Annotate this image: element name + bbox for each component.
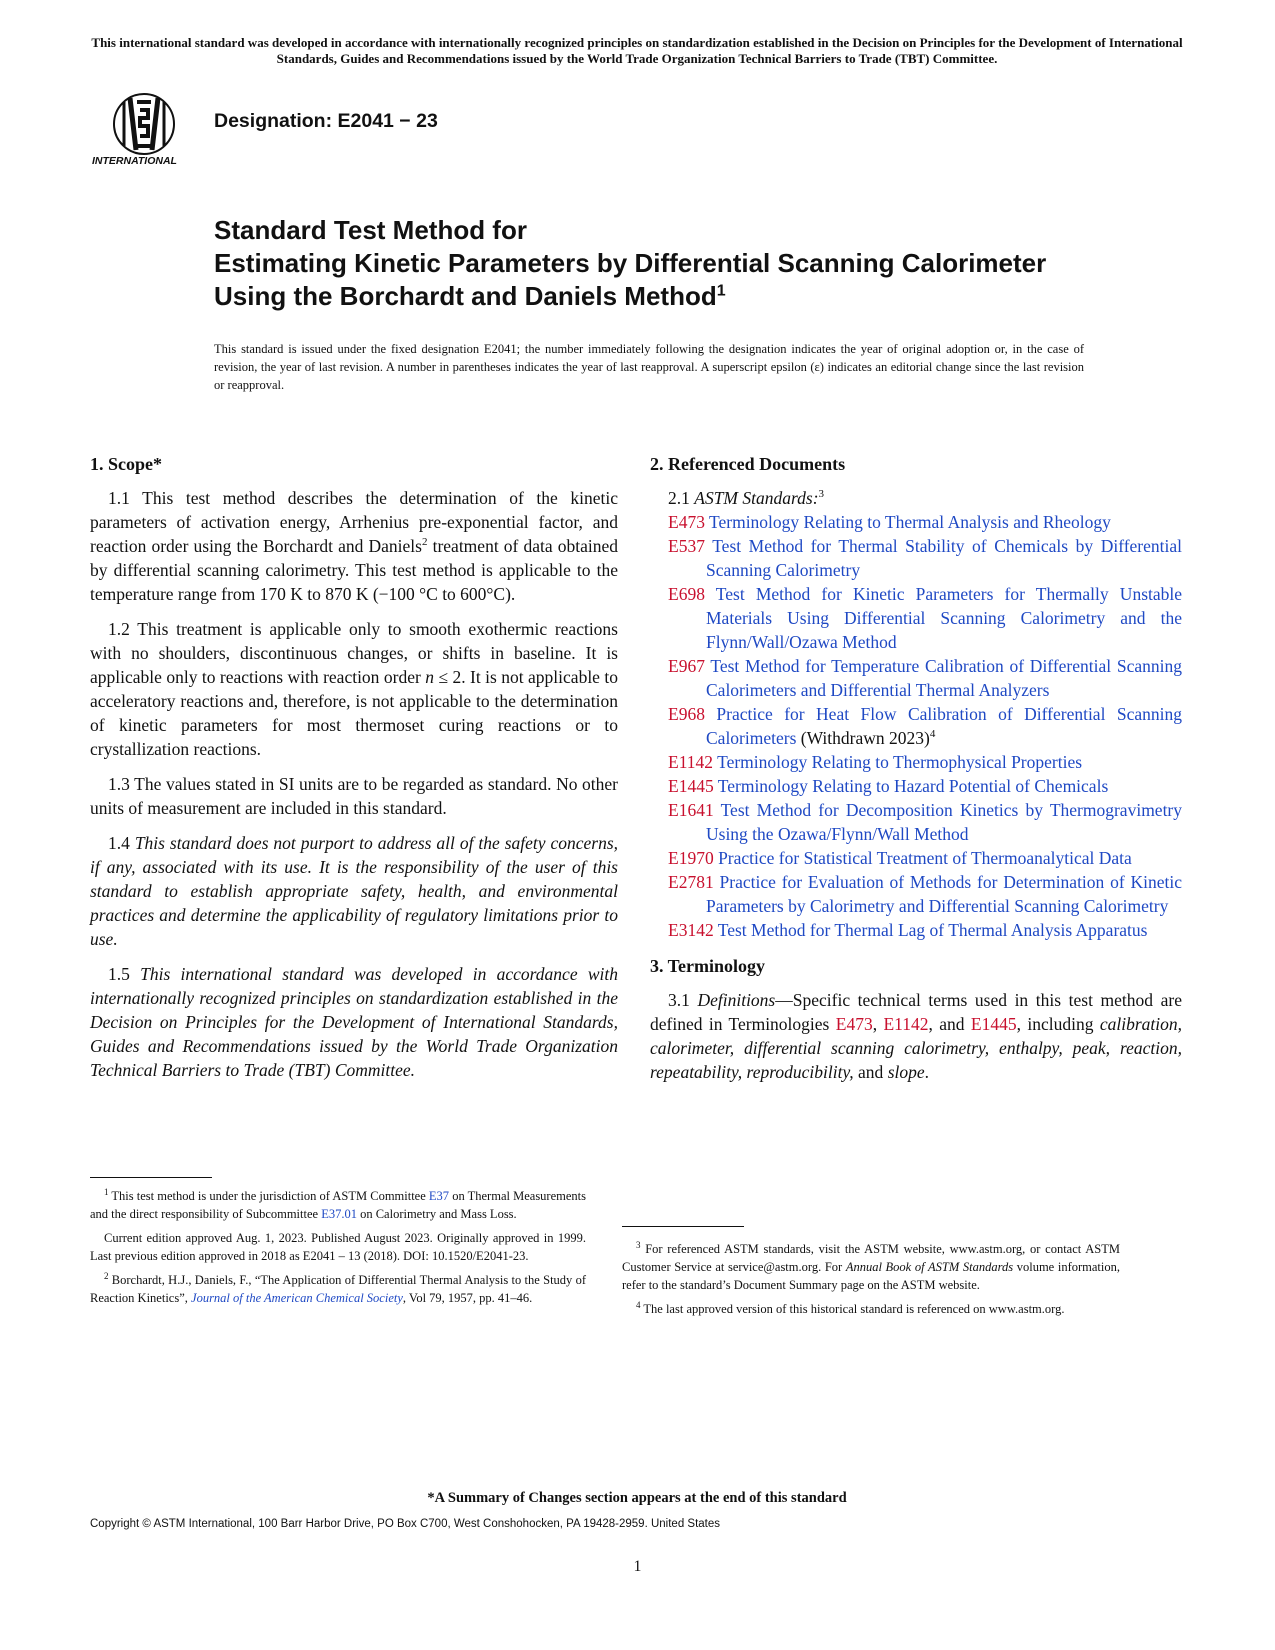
footnote-2: $^2$ Borchardt, H.J., Daniels, F., “The Application of Differential Thermal Analysis to the Study of Reaction Kinetics”, Journal of the American Chemical Society, Vol 79, 1957, pp. 41–46. bbox=[90, 1270, 586, 1305]
title-footnote-ref[interactable]: 1 bbox=[716, 282, 726, 300]
reference-title-link[interactable]: Terminology Relating to Thermal Analysis and Rheology bbox=[709, 512, 1111, 532]
copyright: Copyright © ASTM International, 100 Barr Harbor Drive, PO Box C700, West Conshohocken, PA 19428-2959. United States bbox=[90, 1518, 721, 1530]
reference-list bbox=[650, 510, 1182, 942]
title-line-1: Standard Test Method for bbox=[214, 215, 527, 245]
footnote-3: $^3$ For referenced ASTM standards, visit the ASTM website, www.astm.org, or contact ASTM Customer Service at service@astm.org. For Annual Book of ASTM Standards volume information, refer to the standard’s Document Summary page on the ASTM website. bbox=[622, 1239, 1120, 1292]
footnote-4: $^4$ The last approved version of this historical standard is referenced on www.astm.org. bbox=[636, 1299, 1065, 1316]
link-e1142[interactable]: E1142 bbox=[883, 1014, 929, 1034]
reference-item bbox=[668, 510, 1182, 534]
reference-code-link[interactable]: E1445 bbox=[668, 776, 714, 796]
reference-item bbox=[668, 654, 1182, 702]
designation: Designation: E2041 − 23 bbox=[214, 110, 438, 132]
scope-1-2: 1.2 This treatment is applicable only to smooth exothermic reactions with no shoulders, discontinuous changes, or shifts in baseline. It is applicable only to reactions with reaction order n ≤ 2. It is not applicable to acceleratory reactions and, therefore, is not applicable to the determination of kinetic parameters for most thermoset curing reactions or to crystallization reactions. bbox=[90, 619, 618, 759]
reference-code-link[interactable]: E1142 bbox=[668, 752, 714, 772]
title-main: Estimating Kinetic Parameters by Differential Scanning Calorimeter Using the Borchardt and Daniels Method bbox=[214, 248, 1047, 311]
reference-note: (Withdrawn 2023) bbox=[796, 728, 930, 748]
reference-title-link[interactable]: Practice for Statistical Treatment of Thermoanalytical Data bbox=[718, 848, 1132, 868]
reference-code-link[interactable]: E1970 bbox=[668, 848, 714, 868]
scope-1-1: 1.1 This test method describes the determination of the kinetic parameters of activation energy, Arrhenius pre-exponential factor, and reaction order using the Borchardt and Daniels$^2$ treatment of data obtained by differential scanning calorimetry. This test method is applicable to the temperature range from 170 K to 870 K (−100 °C to 600°C). bbox=[90, 488, 619, 604]
footnote-1: $^1$ This test method is under the jurisdiction of ASTM Committee E37 on Thermal Measurements and the direct responsibility of Subcommittee E37.01 on Calorimetry and Mass Loss. bbox=[90, 1186, 586, 1221]
astm-logo-mark bbox=[90, 88, 198, 180]
reference-title-link[interactable]: Practice for Heat Flow Calibration of Differential Scanning Calorimeters bbox=[706, 704, 1183, 748]
reference-code-link[interactable]: E2781 bbox=[668, 872, 714, 892]
issued-note: This standard is issued under the fixed designation E2041; the number immediately following the designation indicates the year of original adoption or, in the case of revision, the year of last revision. A number in parentheses indicates the year of last reapproval. A superscript epsilon (ε) indicates an editorial change since the last revision or reapproval. bbox=[214, 342, 1084, 392]
reference-item bbox=[668, 798, 1182, 846]
reference-title-link[interactable]: Terminology Relating to Thermophysical Properties bbox=[717, 752, 1083, 772]
right-column bbox=[650, 452, 1182, 1095]
link-e37-01[interactable]: E37.01 bbox=[321, 1207, 357, 1221]
footnote-rule-right bbox=[622, 1226, 744, 1227]
reference-item bbox=[668, 750, 1182, 774]
link-e1445[interactable]: E1445 bbox=[970, 1014, 1017, 1034]
reference-title-link[interactable]: Test Method for Temperature Calibration of Differential Scanning Calorimeters and Differential Thermal Analyzers bbox=[706, 656, 1182, 700]
link-e37[interactable]: E37 bbox=[428, 1189, 450, 1203]
document-title bbox=[214, 214, 1074, 313]
reference-item bbox=[668, 534, 1182, 582]
scope-1-3: 1.3 The values stated in SI units are to be regarded as standard. No other units of measurement are included in this standard. bbox=[90, 774, 618, 818]
link-journal[interactable]: Journal of the American Chemical Society bbox=[191, 1291, 403, 1305]
reference-code-link[interactable]: E967 bbox=[668, 656, 705, 676]
left-column bbox=[90, 452, 618, 1093]
logo-international-text: INTERNATIONAL bbox=[92, 155, 177, 167]
reference-title-link[interactable]: Terminology Relating to Hazard Potential of Chemicals bbox=[717, 776, 1109, 796]
reference-item bbox=[668, 846, 1182, 870]
terminology-3-1: 3.1 Definitions—Specific technical terms used in this test method are defined in Terminologies E473, E1142, and E1445, including calibration, calorimeter, differential scanning calorimetry, enthalpy, peak, reaction, repeatability, reproducibility, and slope. bbox=[650, 990, 1183, 1082]
summary-note: *A Summary of Changes section appears at the end of this standard bbox=[427, 1490, 847, 1506]
reference-code-link[interactable]: E1641 bbox=[668, 800, 714, 820]
footnote-rule-left bbox=[90, 1177, 212, 1178]
reference-code-link[interactable]: E3142 bbox=[668, 920, 714, 940]
reference-title-link[interactable]: Test Method for Kinetic Parameters for Thermally Unstable Materials Using Differential Scanning Calorimetry and the Flynn/Wall/Ozawa Method bbox=[706, 584, 1183, 652]
section-terminology-heading: 3. Terminology bbox=[650, 956, 766, 976]
reference-item bbox=[668, 774, 1182, 798]
link-e473[interactable]: E473 bbox=[835, 1014, 873, 1034]
reference-code-link[interactable]: E698 bbox=[668, 584, 705, 604]
footnote-ref-4[interactable]: 4 bbox=[929, 728, 936, 741]
reference-title-link[interactable]: Test Method for Thermal Lag of Thermal Analysis Apparatus bbox=[717, 920, 1148, 940]
edition-note: Current edition approved Aug. 1, 2023. Published August 2023. Originally approved in 1999. Last previous edition approved in 2018 as E2041 – 13 (2018). DOI: 10.1520/E2041-23. bbox=[90, 1231, 586, 1263]
footnotes-right bbox=[622, 1240, 1120, 1324]
reference-item bbox=[668, 870, 1182, 918]
footnote-ref-2[interactable]: 2 bbox=[421, 536, 428, 549]
scope-1-5: 1.5 This international standard was developed in accordance with internationally recognized principles on standardization established in the Decision on Principles for the Development of International Standards, Guides and Recommendations issued by the World Trade Organization Technical Barriers to Trade (TBT) Committee. bbox=[90, 964, 619, 1080]
reference-item bbox=[668, 702, 1182, 750]
scope-1-4: 1.4 This standard does not purport to address all of the safety concerns, if any, associated with its use. It is the responsibility of the user of this standard to establish appropriate safety, health, and environmental practices and determine the applicability of regulatory limitations prior to use. bbox=[90, 833, 619, 949]
reference-item bbox=[668, 918, 1182, 942]
reference-code-link[interactable]: E473 bbox=[668, 512, 705, 532]
footnotes-left bbox=[90, 1187, 586, 1313]
reference-item bbox=[668, 582, 1182, 654]
footnote-ref-3[interactable]: 3 bbox=[818, 488, 825, 501]
reference-code-link[interactable]: E537 bbox=[668, 536, 705, 556]
reference-title-link[interactable]: Test Method for Thermal Stability of Chemicals by Differential Scanning Calorimetry bbox=[706, 536, 1182, 580]
section-scope-heading: 1. Scope* bbox=[90, 454, 162, 474]
title-line-2 bbox=[214, 247, 1074, 313]
reference-code-link[interactable]: E968 bbox=[668, 704, 705, 724]
astm-logo bbox=[90, 88, 198, 180]
reference-title-link[interactable]: Test Method for Decomposition Kinetics by Thermogravimetry Using the Ozawa/Flynn/Wall Method bbox=[706, 800, 1183, 844]
page-number: 1 bbox=[633, 1558, 642, 1575]
section-referenced-heading: 2. Referenced Documents bbox=[650, 454, 846, 474]
reference-title-link[interactable]: Practice for Evaluation of Methods for Determination of Kinetic Parameters by Calorimetry and Differential Scanning Calorimetry bbox=[706, 872, 1183, 916]
header-notice: This international standard was developed in accordance with internationally recognized principles on standardization established in the Decision on Principles for the Development of International Standards, Guides and Recommendations issued by the World Trade Organization Technical Barriers to Trade (TBT) Committee. bbox=[91, 35, 1183, 66]
astm-standards-subheading: 2.1 ASTM Standards:$^3$ bbox=[668, 488, 825, 508]
